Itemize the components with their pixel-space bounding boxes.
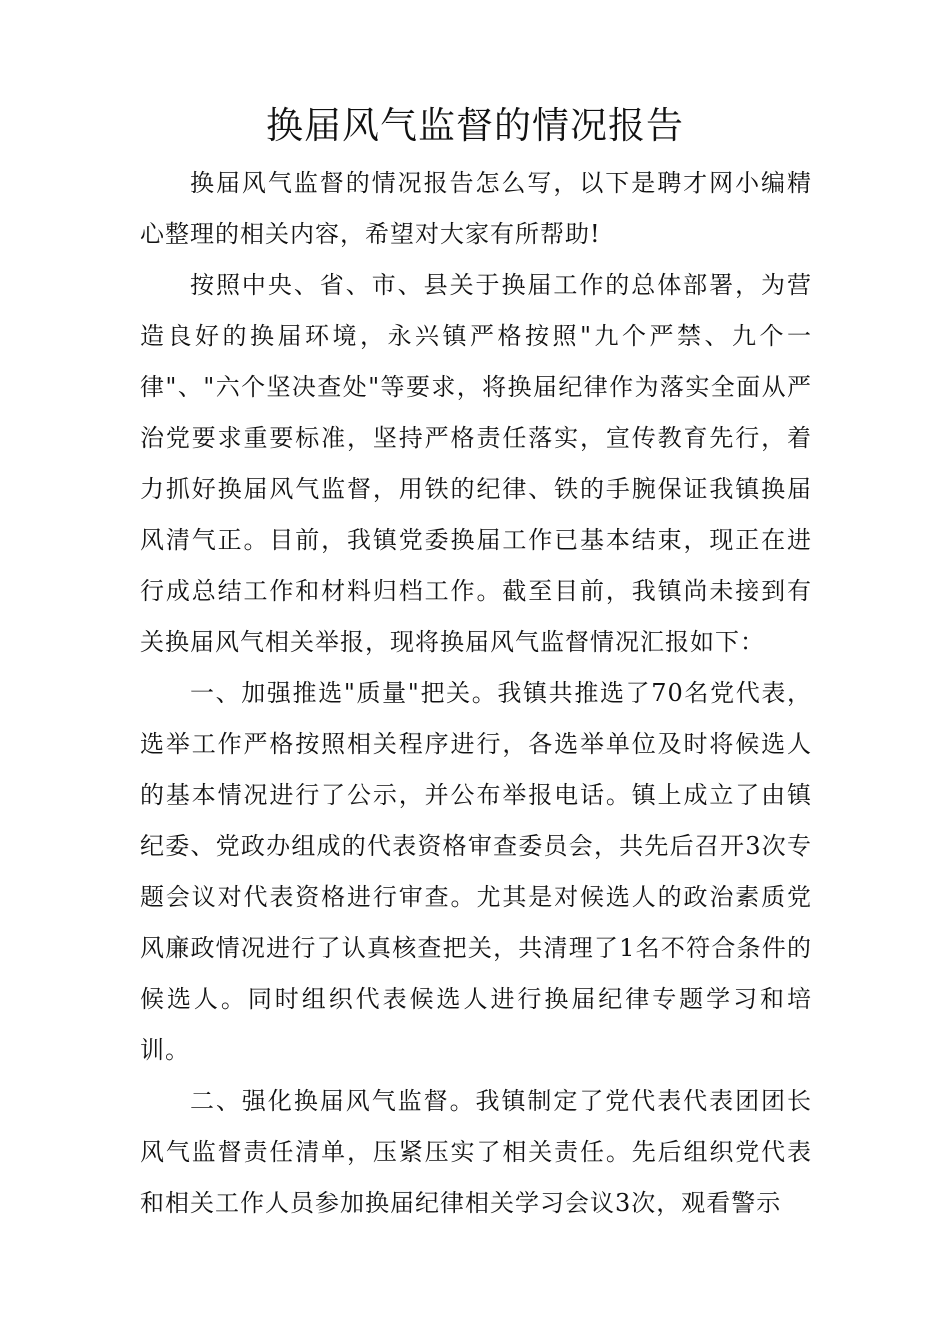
document-title: 换届风气监督的情况报告 <box>266 104 684 147</box>
paragraph-overview: 按照中央、省、市、县关于换届工作的总体部署，为营造良好的换届环境，永兴镇严格按照"九个严禁、九个一律"、"六个坚决查处"等要求，将换届纪律作为落实全面从严治党要求重要标准，坚持严格责任落实，宣传教育先行，着力抓好换届风气监督，用铁的纪律、铁的手腕保证我镇换届风清气正。目前，我镇党委换届工作已基本结束，现正在进行成总结工作和材料归档工作。截至目前，我镇尚未接到有关换届风气相关举报，现将换届风气监督情况汇报如下： <box>140 271 812 656</box>
paragraph-section-two: 二、强化换届风气监督。我镇制定了党代表代表团团长风气监督责任清单，压紧压实了相关责任。先后组织党代表和相关工作人员参加换届纪律相关学习会议3次，观看警示 <box>140 1087 812 1217</box>
document-body <box>140 158 812 1229</box>
paragraph-intro: 换届风气监督的情况报告怎么写，以下是聘才网小编精心整理的相关内容，希望对大家有所帮助! <box>140 169 812 248</box>
paragraph-section-one: 一、加强推选"质量"把关。我镇共推选了70名党代表，选举工作严格按照相关程序进行，各选举单位及时将候选人的基本情况进行了公示，并公布举报电话。镇上成立了由镇纪委、党政办组成的代表资格审查委员会，共先后召开3次专题会议对代表资格进行审查。尤其是对候选人的政治素质党风廉政情况进行了认真核查把关，共清理了1名不符合条件的候选人。同时组织代表候选人进行换届纪律专题学习和培训。 <box>140 679 812 1064</box>
